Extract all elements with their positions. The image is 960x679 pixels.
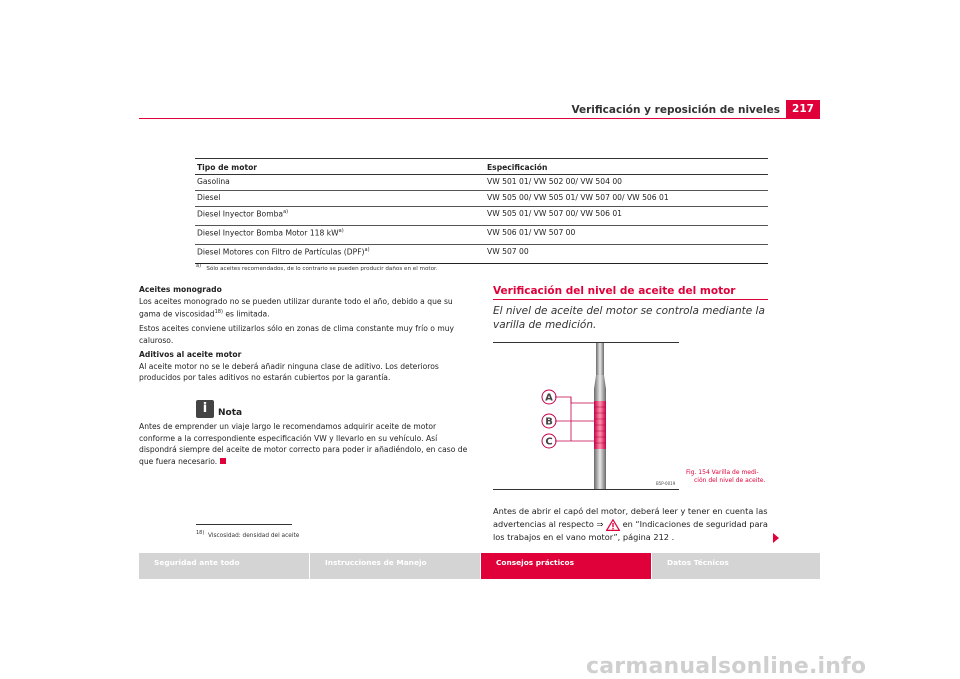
motor-cell: Diesel xyxy=(197,193,221,202)
mono-paragraph-1: Los aceites monogrado no se pueden utilizar durante todo el año, debido a que su gama de viscosidad$^{18)}$ es limitada. xyxy=(139,296,453,319)
aditivos-paragraph: Al aceite motor no se le deberá añadir ninguna clase de aditivo. Los deterioros producidos por tales aditivos no estarán cubiertos por la garantía. xyxy=(139,361,439,383)
footnote-rule xyxy=(196,524,292,525)
motor-cell: Gasolina xyxy=(197,177,230,186)
col-header-motor: Tipo de motor xyxy=(195,159,485,175)
spec-cell: VW 507 00 xyxy=(485,245,768,264)
section-rule xyxy=(493,299,768,300)
spec-cell: VW 501 01/ VW 502 00/ VW 504 00 xyxy=(485,175,768,191)
figure-code: B5P-0019 xyxy=(656,481,676,486)
table-row xyxy=(195,245,768,264)
watermark: carmanualsonline.info xyxy=(586,654,867,679)
motor-cell: Diesel Motores con Filtro de Partículas (DPF) xyxy=(197,247,365,257)
page-number: 217 xyxy=(786,100,820,119)
table-footnote: a) Sólo aceites recomendados, de lo contrario se pueden producir daños en el motor. xyxy=(196,263,438,272)
table-row xyxy=(195,207,768,226)
motor-cell: Diesel Inyector Bomba xyxy=(197,209,284,219)
footnote-ref: 18) xyxy=(214,309,223,315)
mono-paragraph-2: Estos aceites conviene utilizarlos sólo en zonas de clima constante muy frío o muy caluroso. xyxy=(139,324,455,345)
col-header-spec: Especificación xyxy=(485,159,768,175)
right-body-text: Antes de abrir el capó del motor, deberá leer y tener en cuenta las advertencias al respecto ⇒ en “Indicaciones de seguridad para los trabajos en el vano motor”, página 212 . xyxy=(493,506,768,542)
nav-tab-consejos[interactable]: Consejos prácticos xyxy=(481,553,651,579)
table-row xyxy=(195,226,768,245)
spec-cell: VW 505 01/ VW 507 00/ VW 506 01 xyxy=(485,207,768,226)
figure-caption: Fig. 154 Varilla de medi- ción del nivel de aceite. xyxy=(686,469,766,484)
next-page-arrow-icon[interactable] xyxy=(773,533,779,543)
spec-cell: VW 506 01/ VW 507 00 xyxy=(485,226,768,245)
table-row xyxy=(195,175,768,191)
end-mark-icon xyxy=(220,458,226,464)
note-title: Nota xyxy=(218,408,243,418)
page-header-title: Verificación y reposición de niveles xyxy=(571,104,780,116)
footnote-ref: a) xyxy=(283,209,289,215)
section-intro: El nivel de aceite del motor se controla mediante la varilla de medición. xyxy=(493,305,765,331)
section-title: Verificación del nivel de aceite del motor xyxy=(493,285,736,297)
oil-spec-table xyxy=(195,158,768,264)
nav-tab-datos[interactable]: Datos Técnicos xyxy=(652,553,820,579)
callout-a: A xyxy=(545,392,553,404)
spec-cell: VW 505 00/ VW 505 01/ VW 507 00/ VW 506 01 xyxy=(485,191,768,207)
callout-c: C xyxy=(545,436,553,448)
footnote-ref: a) xyxy=(338,228,344,234)
aditivos-title: Aditivos al aceite motor xyxy=(139,350,242,360)
motor-cell: Diesel Inyector Bomba Motor 118 kW xyxy=(197,228,339,238)
note-icon: i xyxy=(196,400,214,418)
note-paragraph: Antes de emprender un viaje largo le recomendamos adquirir aceite de motor conforme a la correspondiente especificación VW y llevarlo en su vehículo. Así dispondrá siempre del aceite de motor correcto para poder ir añadiéndolo, en caso de que fuera necesario. xyxy=(139,422,468,466)
dipstick-figure xyxy=(493,342,679,490)
table-row xyxy=(195,191,768,207)
callout-b: B xyxy=(545,416,553,428)
left-column-text xyxy=(139,284,469,384)
table-header-row xyxy=(195,159,768,175)
mono-title: Aceites monogrado xyxy=(139,285,222,294)
nav-tab-instrucciones[interactable]: Instrucciones de Manejo xyxy=(310,553,480,579)
header-rule xyxy=(139,118,820,119)
footnote-ref: a) xyxy=(364,247,370,253)
warning-icon[interactable] xyxy=(606,519,620,531)
page-footnote: 18) Viscosidad: densidad del aceite xyxy=(196,530,300,539)
dipstick-illustration xyxy=(493,343,679,489)
nav-tab-seguridad[interactable]: Seguridad ante todo xyxy=(139,553,309,579)
